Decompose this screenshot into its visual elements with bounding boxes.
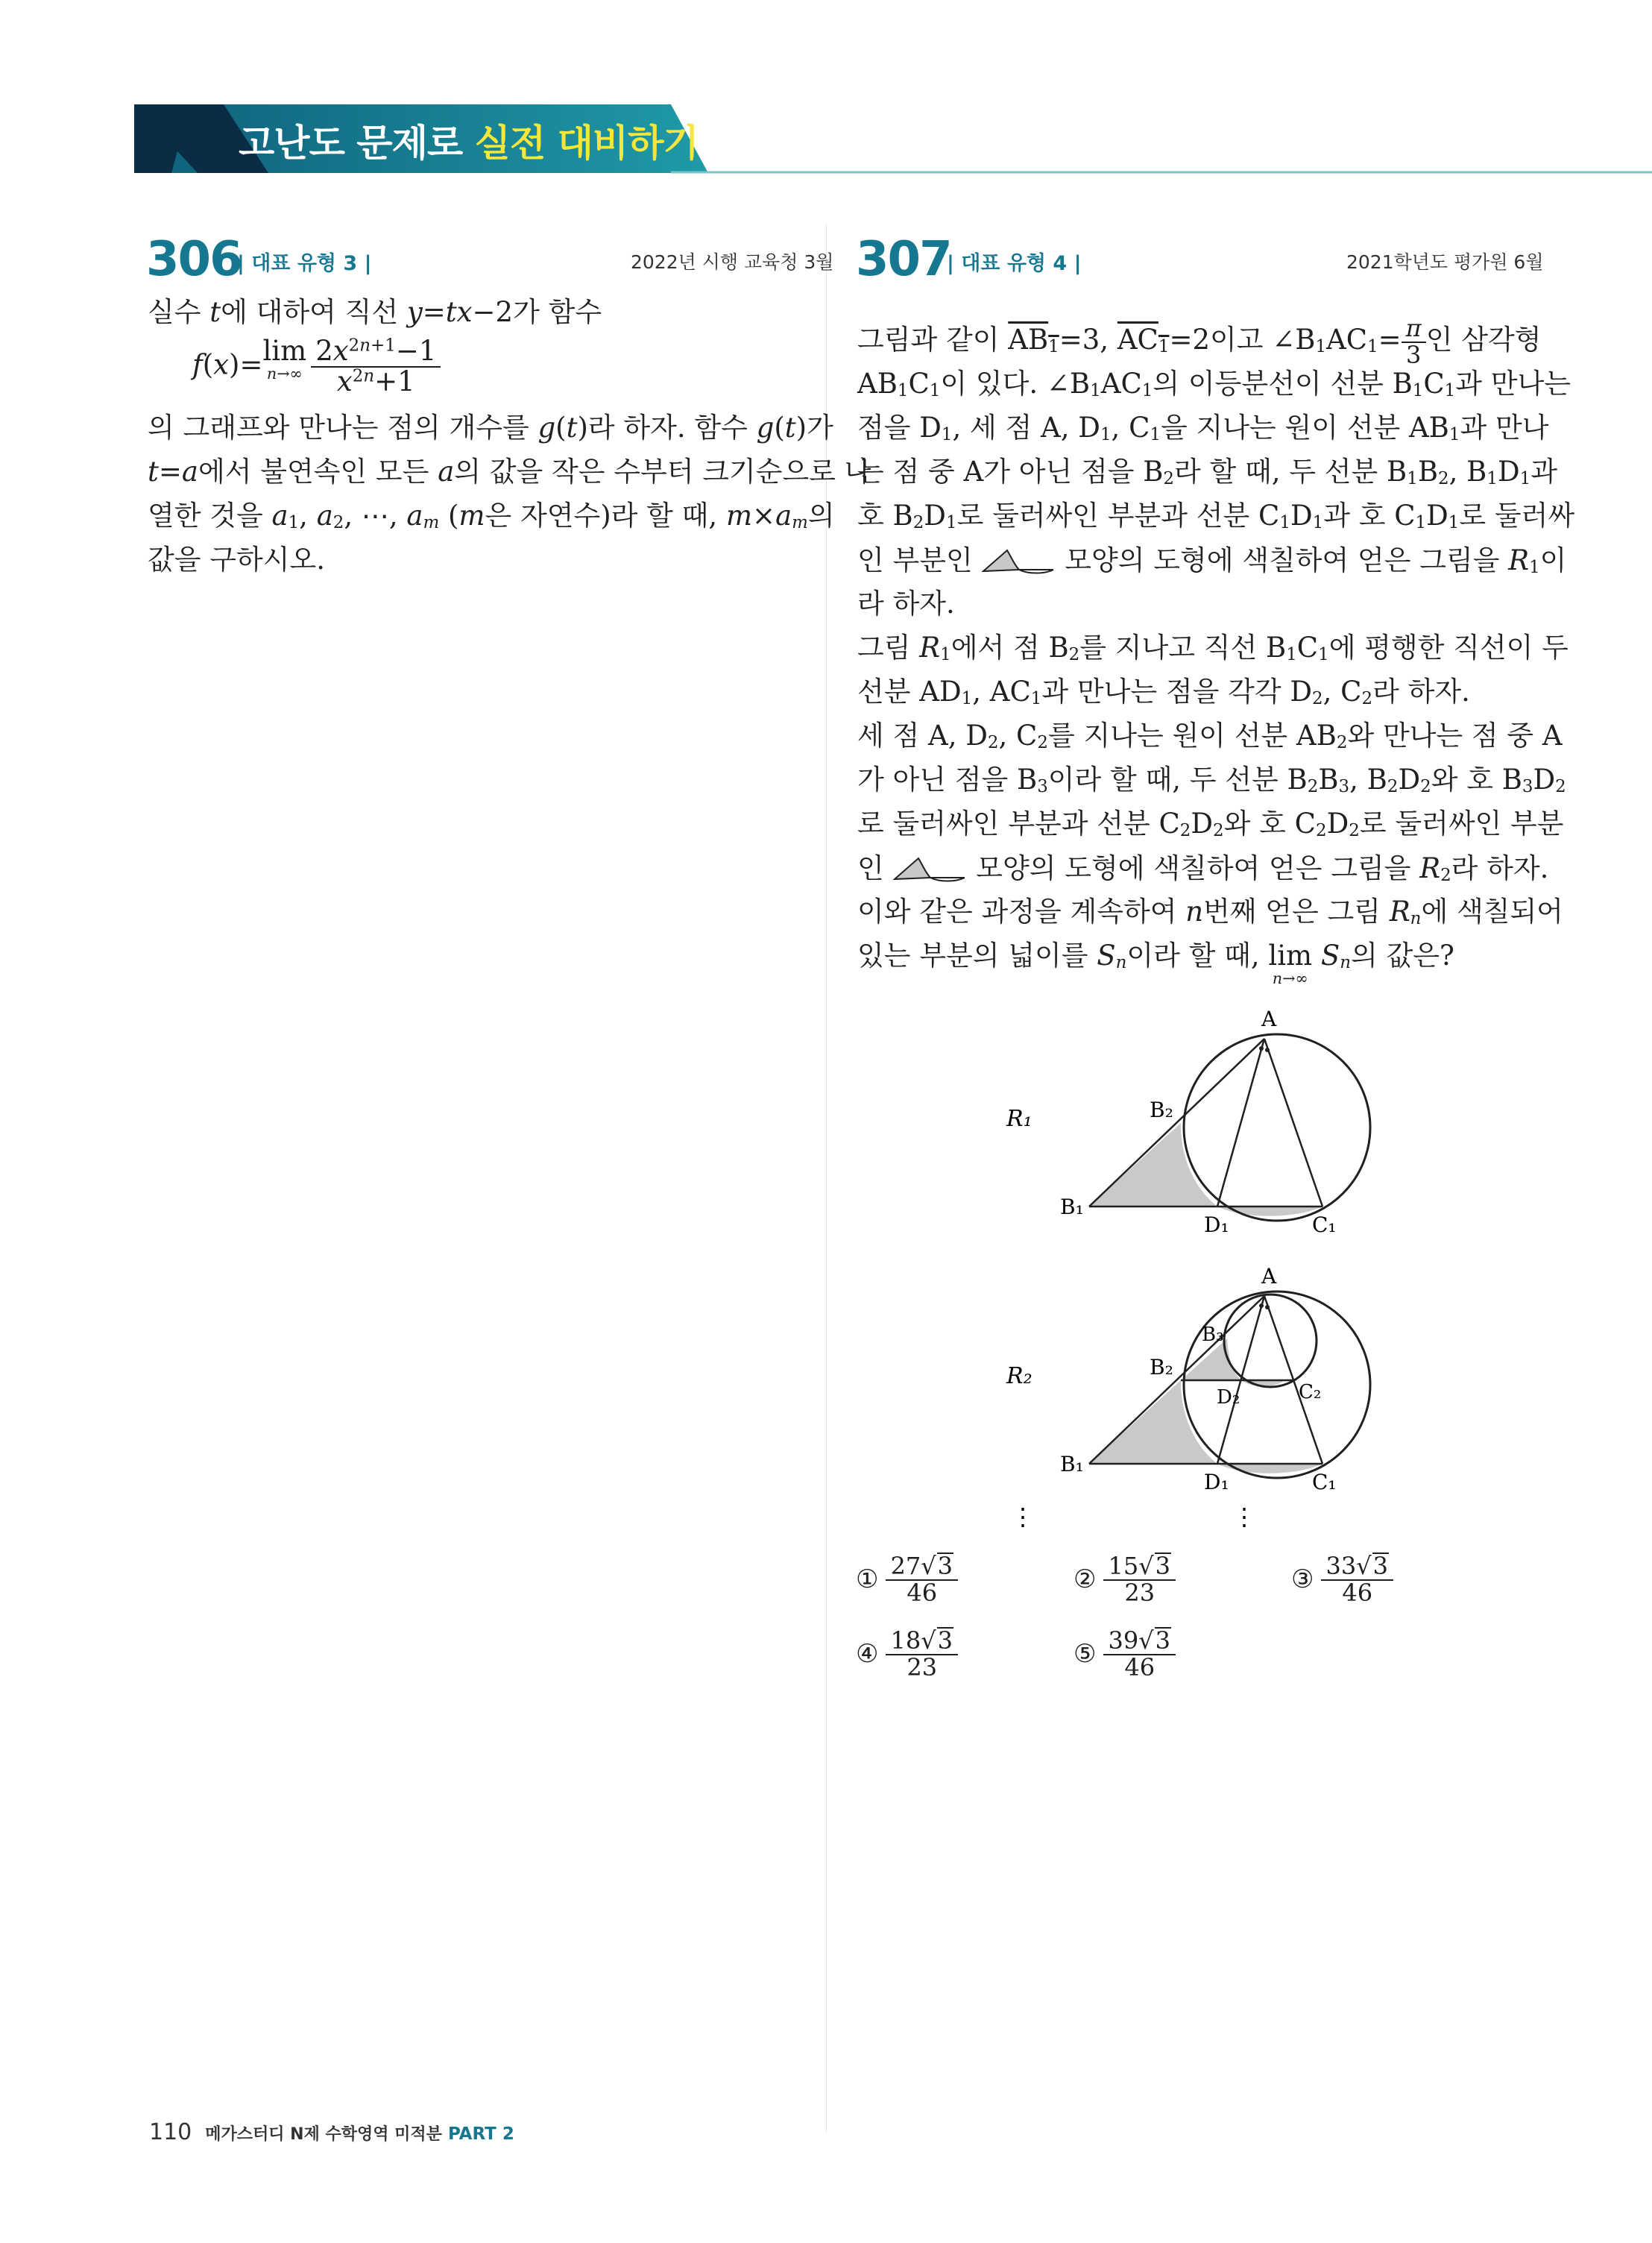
label-c1: C₁	[1312, 1212, 1337, 1237]
r1-label: R₁	[1006, 1106, 1032, 1132]
q307-figure	[969, 992, 1446, 1536]
q307-line14: 이와 같은 과정을 계속하여 n번째 얻은 그림 $R_n$에 색칠되어	[857, 896, 1563, 929]
q306-line1: 실수 t에 대하여 직선 y=tx−2가 함수	[148, 296, 602, 328]
continuation-dots: ⋮	[1011, 1503, 1035, 1531]
choice-1[interactable]: ① $\frac{27√3}{46}$	[856, 1553, 958, 1605]
q307-line1: 그림과 같이 $AB_1=3$, $AC_1=2$이고 $\angle B_1AC_1=$ $\frac{\pi}{3}$ 인 삼각형	[857, 314, 1542, 369]
choice-5[interactable]: ⑤ $\frac{39√3}{46}$	[1074, 1627, 1176, 1680]
q306-line3: t=a에서 불연속인 모든 a의 값을 작은 수부터 크기순으로 나	[148, 456, 871, 488]
q307-line7: 라 하자.	[857, 588, 955, 620]
q307-line3: 점을 $D_1$, 세 점 A, $D_1$, $C_1$을 지나는 원이 선분 $AB_1$과 만나	[857, 412, 1549, 445]
label-d1: D₁	[1204, 1212, 1229, 1237]
book-title: 메가스터디 N제 수학영역 미적분	[205, 2125, 442, 2144]
q307-line15: 있는 부분의 넓이를 $S_n$이라 할 때, lim n→∞ $S_n$의 값은?	[857, 940, 1454, 987]
q307-line8: 그림 $R_1$에서 점 $B_2$를 지나고 직선 $B_1C_1$에 평행한 직선이 두	[857, 632, 1569, 665]
figure-r1	[1006, 1007, 1370, 1237]
q307-line6: 인 부분인 모양의 도형에 색칠하여 얻은 그림을 $R_1$이	[857, 544, 1567, 578]
q307-line12: 로 둘러싸인 부분과 선분 $C_2D_2$와 호 $C_2D_2$로 둘러싸인 부분	[857, 808, 1564, 841]
q306-line4: 열한 것을 $a_1$, $a_2$, ⋯, $a_m$ (m은 자연수)라 할 때, $m\times a_m$의	[148, 500, 835, 533]
q306-number: 306	[146, 232, 242, 287]
banner-title: 고난도 문제로 실전 대비하기	[239, 122, 699, 165]
page-number: 110	[149, 2119, 192, 2145]
label-b2: B₂	[1150, 1098, 1173, 1122]
banner-title-highlight: 실전 대비하기	[474, 122, 699, 165]
figure-r2	[1006, 1264, 1370, 1494]
label-a: A	[1261, 1264, 1277, 1289]
q306-formula: f(x)=lim n→∞ $\frac{2x^{2n+1}-1}{x^{2n}+1}$	[192, 337, 441, 397]
q306-line2: 의 그래프와 만나는 점의 개수를 g(t)라 하자. 함수 g(t)가	[148, 412, 833, 444]
part-label: PART 2	[447, 2124, 514, 2144]
label-b1: B₁	[1060, 1452, 1084, 1476]
shape-icon	[982, 546, 1056, 576]
continuation-dots: ⋮	[1232, 1503, 1256, 1531]
q307-source: 2021학년도 평가원 6월	[1346, 251, 1544, 273]
label-d2: D₂	[1217, 1386, 1240, 1409]
section-banner	[0, 0, 1652, 194]
choice-3[interactable]: ③ $\frac{33√3}{46}$	[1291, 1553, 1393, 1605]
q307-line5: 호 $B_2D_1$로 둘러싸인 부분과 선분 $C_1D_1$과 호 $C_1D_1$로 둘러싸	[857, 500, 1575, 533]
label-b3: B₃	[1202, 1324, 1224, 1346]
q307-line10: 세 점 A, $D_2$, $C_2$를 지나는 원이 선분 $AB_2$와 만나는 점 중 A	[857, 720, 1563, 753]
q307-number: 307	[856, 232, 951, 287]
q307-line4: 는 점 중 A가 아닌 점을 $B_2$라 할 때, 두 선분 $B_1B_2$, $B_1D_1$과	[857, 456, 1557, 489]
r2-label: R₂	[1006, 1363, 1032, 1389]
choice-4[interactable]: ④ $\frac{18√3}{23}$	[856, 1627, 958, 1680]
label-c2: C₂	[1299, 1381, 1322, 1403]
q307-tag: | 대표 유형 4 |	[947, 252, 1082, 275]
q306-line5: 값을 구하시오.	[148, 544, 325, 576]
label-b1: B₁	[1060, 1195, 1084, 1219]
label-b2: B₂	[1150, 1355, 1173, 1380]
q307-line9: 선분 $AD_1$, $AC_1$과 만나는 점을 각각 $D_2$, $C_2$라 하자.	[857, 676, 1470, 709]
label-a: A	[1261, 1007, 1277, 1031]
choice-2[interactable]: ② $\frac{15√3}{23}$	[1074, 1553, 1176, 1605]
q307-line13: 인 모양의 도형에 색칠하여 얻은 그림을 $R_2$라 하자.	[857, 852, 1549, 886]
label-d1: D₁	[1204, 1470, 1229, 1494]
label-c1: C₁	[1312, 1470, 1337, 1494]
q307-line2: $AB_1C_1$이 있다. $\angle B_1AC_1$의 이등분선이 선분 $B_1C_1$과 만나는	[857, 368, 1571, 401]
shape-icon	[893, 854, 968, 884]
q307-line11: 가 아닌 점을 $B_3$이라 할 때, 두 선분 $B_2B_3$, $B_2D_2$와 호 $B_3D_2$	[857, 764, 1566, 797]
q306-source: 2022년 시행 교육청 3월	[631, 251, 834, 273]
page-footer	[149, 2119, 514, 2145]
q306-tag: | 대표 유형 3 |	[237, 252, 372, 275]
